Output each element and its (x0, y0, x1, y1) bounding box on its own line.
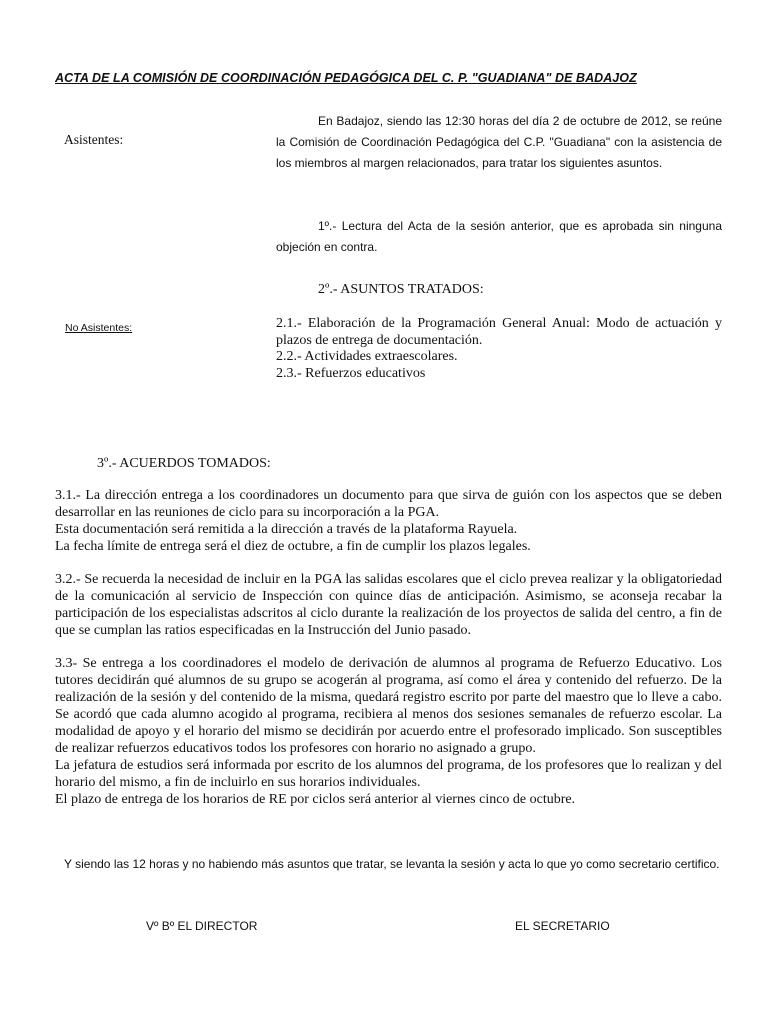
acuerdo-3-3-plazo: El plazo de entrega de los horarios de RE por ciclos será anterior al viernes cinco de octubre. (55, 791, 576, 807)
asunto-item: 2.2.- Actividades extraescolares. (276, 349, 458, 364)
asunto-item: 2.3.- Refuerzos educativos (276, 365, 426, 381)
asuntos-list (276, 316, 722, 382)
acuerdo-3-2-paragraph: 3.2.- Se recuerda la necesidad de incluir en la PGA las salidas escolares que el ciclo prevea realizar y la obligatoriedad de la comunicación al servicio de Inspección con quince días de anticipación. Asimismo, se aconseja recabar la participación de los especialistas adscritos al ciclo durante la realización de los proyectos de salida del centro, a fin de que se cumplan las ratios especificadas en la Instrucción del Junio pasado. (55, 572, 722, 638)
acuerdo-3-3-paragraph: 3.3- Se entrega a los coordinadores el modelo de derivación de alumnos al programa de Refuerzo Educativo. Los tutores decidirán qué alumnos de su grupo se acogerán al programa, así como el área y contenido del refuerzo. De la realización de la sesión y del contenido de la misma, quedará registro escrito por parte del maestro que lo lleve a cabo. Se acordó que cada alumno acogido al programa, recibiera al menos dos sesiones semanales de refuerzo escolar. La modalidad de apoyo y el horario del mismo se decidirán por acuerdo entre el profesorado implicado. Son susceptibles de realizar refuerzos educativos todos los profesores con horario no asignado a grupo. (55, 656, 722, 756)
acuerdo-3-1-remision: Esta documentación será remitida a la dirección a través de la plataforma Rayuela. (55, 521, 518, 537)
no-asistentes-label: No Asistentes: (65, 322, 133, 334)
asunto-item: 2.1.- Elaboración de la Programación General Anual: Modo de actuación y plazos de entrega de documentación. (276, 316, 722, 348)
document-title: ACTA DE LA COMISIÓN DE COORDINACIÓN PEDAGÓGICA DEL C. P. "GUADIANA" DE BADAJOZ (55, 71, 637, 85)
intro-paragraph: En Badajoz, siendo las 12:30 horas del día 2 de octubre de 2012, se reúne la Comisión de Coordinación Pedagógica del C.P. "Guadiana" con la asistencia de los miembros al margen relacionados, para tratar los siguientes asuntos. (276, 114, 722, 170)
item-1-paragraph: 1º.- Lectura del Acta de la sesión anterior, que es aprobada sin ninguna objeción en contra. (276, 219, 722, 254)
acuerdo-3-3-jefatura: La jefatura de estudios será informada por escrito de los alumnos del programa, de los profesores que lo realizan y del horario del mismo, a fin de incluirlo en sus horarios individuales. (55, 757, 722, 790)
acuerdos-body (55, 488, 722, 808)
acuerdos-heading: 3º.- ACUERDOS TOMADOS: (97, 456, 271, 471)
closing-paragraph: Y siendo las 12 horas y no habiendo más asuntos que tratar, se levanta la sesión y acta lo que yo como secretario certifico. (64, 857, 720, 871)
signature-director: Vº Bº EL DIRECTOR (146, 919, 258, 933)
acuerdo-3-1-paragraph: 3.1.- La dirección entrega a los coordinadores un documento para que sirva de guión con los aspectos que se deben desarrollar en las reuniones de ciclo para su incorporación a la PGA. (55, 488, 722, 520)
signature-secretario: EL SECRETARIO (515, 919, 610, 933)
acuerdo-3-1-fecha: La fecha límite de entrega será el diez de octubre, a fin de cumplir los plazos legales. (55, 538, 531, 554)
asistentes-label: Asistentes: (64, 132, 124, 147)
asuntos-heading: 2º.- ASUNTOS TRATADOS: (318, 282, 484, 297)
